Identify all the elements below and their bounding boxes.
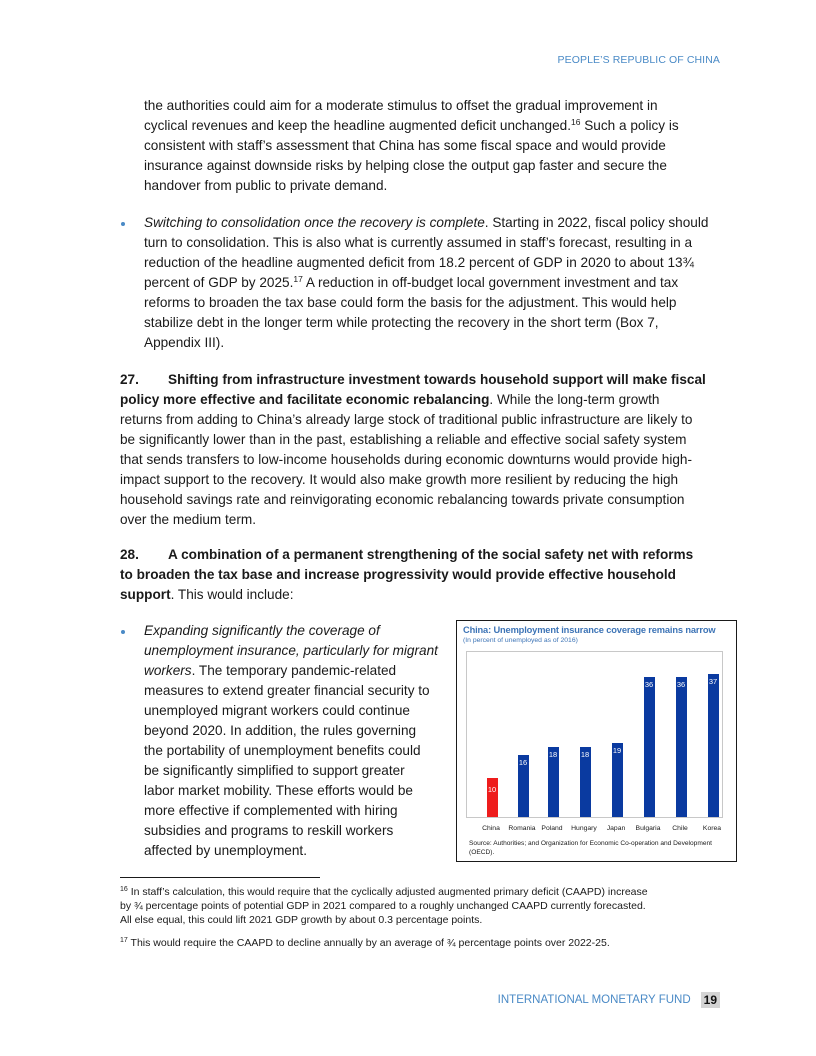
bar-value-label: 10	[487, 785, 497, 794]
text-line	[120, 390, 659, 410]
bar-poland	[548, 747, 559, 817]
text-line: measures to extend greater financial security to	[144, 683, 430, 698]
bar-value-label: 16	[518, 758, 528, 767]
bar-hungary	[580, 747, 591, 817]
bar-china	[487, 778, 498, 817]
footnote-marker: 16	[120, 886, 128, 893]
bar-value-label: 18	[580, 750, 590, 759]
x-tick-label: Japan	[606, 825, 626, 832]
footnote-marker: 17	[120, 937, 128, 944]
bar-value-label: 37	[708, 677, 718, 686]
bar-romania	[518, 755, 529, 817]
text-line: returns from adding to China’s already large stock of traditional public infrastructure are likely to	[120, 412, 693, 427]
italic-lead: workers	[144, 663, 192, 678]
text-line	[144, 273, 678, 293]
bullet-icon	[121, 222, 125, 226]
bar-value-label: 36	[676, 680, 686, 689]
paragraph-number: 27.	[120, 372, 139, 387]
text-line: unemployed migrant workers could continue	[144, 703, 410, 718]
bar-korea	[708, 674, 719, 817]
text-line: impact support to the recovery. It would also make growth more resilient by reducing the high	[120, 472, 679, 487]
running-header: PEOPLE’S REPUBLIC OF CHINA	[557, 54, 720, 66]
x-tick-label: Chile	[672, 825, 688, 832]
footnote-ref-16[interactable]: 16	[571, 117, 581, 127]
text-line: the portability of unemployment benefits could	[144, 743, 421, 758]
chart-source: Source: Authorities; and Organization for Economic Co-operation and Development (OECD).	[469, 840, 713, 856]
text-line: subsidies and programs to reskill workers	[144, 823, 394, 838]
text-span: cyclical revenues and keep the headline augmented deficit unchanged.	[144, 118, 571, 133]
text-span: A reduction in off-budget local government investment and tax	[302, 275, 679, 290]
footnote-divider	[120, 877, 320, 878]
text-line: household savings rate and reinvigorating economic rebalancing towards private consumption	[120, 492, 685, 507]
text-line: turn to consolidation. This is also what is currently assumed in staff’s forecast, resulting in a	[144, 235, 693, 250]
text-line: over the medium term.	[120, 512, 256, 527]
text-line: be significantly simplified to support greater	[144, 763, 405, 778]
text-line	[144, 116, 679, 136]
bar-value-label: 19	[612, 746, 622, 755]
text-line	[144, 213, 708, 233]
text-span: . This would include:	[170, 587, 294, 602]
footnote-16	[120, 885, 724, 927]
x-tick-label: Poland	[541, 825, 563, 832]
text-line: beyond 2020. In addition, the rules governing	[144, 723, 417, 738]
bar-chile	[676, 677, 687, 817]
x-tick-label: Hungary	[571, 825, 597, 832]
text-span: . The temporary pandemic-related	[191, 663, 397, 678]
text-line: be significantly lower than in the past, establishing a reliable and effective social safety system	[120, 432, 687, 447]
text-line: consistent with staff’s assessment that China has some fiscal space and would provide	[144, 138, 666, 153]
unemployment-coverage-chart	[456, 620, 737, 862]
footnote-text: All else equal, this could lift 2021 GDP growth by about 0.3 percentage points.	[120, 914, 483, 926]
x-tick-label: Romania	[508, 825, 536, 832]
chart-title: China: Unemployment insurance coverage remains narrow	[463, 625, 716, 635]
bold-lead: Shifting from infrastructure investment towards household support will make fiscal	[168, 372, 706, 387]
bullet-lead: Switching to consolidation once the recovery is complete	[144, 215, 485, 230]
bar-japan	[612, 743, 623, 817]
text-span: . Starting in 2022, fiscal policy should	[484, 215, 709, 230]
text-line: labor market mobility. These efforts would be	[144, 783, 413, 798]
footer-organization: INTERNATIONAL MONETARY FUND	[497, 994, 691, 1006]
text-line	[144, 661, 396, 681]
text-line: reduction of the headline augmented deficit from 18.2 percent of GDP in 2020 to about 13¾	[144, 255, 694, 270]
text-line: unemployment insurance, particularly for migrant	[144, 643, 438, 658]
chart-subtitle: (In percent of unemployed as of 2016)	[463, 637, 578, 644]
footnote-text: This would require the CAAPD to decline annually by an average of ¾ percentage points over 2022-25.	[127, 937, 610, 949]
text-span: . While the long-term growth	[489, 392, 660, 407]
bold-lead: policy more effective and facilitate economic rebalancing	[120, 392, 490, 407]
text-line: Appendix III).	[144, 335, 225, 350]
text-span: Such a policy is	[580, 118, 679, 133]
footnote-17	[120, 936, 724, 950]
text-line: more effective if complemented with hiring	[144, 803, 398, 818]
x-tick-label: Bulgaria	[635, 825, 661, 832]
text-line: reforms to broaden the tax base could form the basis for the adjustment. This would help	[144, 295, 677, 310]
footnote-text: In staff’s calculation, this would require that the cyclically adjusted augmented primary deficit (CAAPD) increase	[127, 886, 648, 898]
page-number: 19	[701, 992, 720, 1008]
paragraph-number: 28.	[120, 547, 139, 562]
x-tick-label: China	[482, 825, 500, 832]
text-line: that sends transfers to low-income households during economic downturns would provide high-	[120, 452, 693, 467]
text-line: handover from public to private demand.	[144, 178, 388, 193]
text-line: affected by unemployment.	[144, 843, 307, 858]
text-line: insurance against downside risks by helping close the output gap faster and secure the	[144, 158, 667, 173]
x-tick-label: Korea	[702, 825, 722, 832]
text-line: to broaden the tax base and increase progressivity would provide effective household	[120, 567, 676, 582]
text-line	[120, 585, 294, 605]
plot-area	[466, 651, 723, 818]
text-line: the authorities could aim for a moderate stimulus to offset the gradual improvement in	[144, 98, 658, 113]
bold-lead: A combination of a permanent strengthening of the social safety net with reforms	[168, 547, 694, 562]
bullet-icon	[121, 630, 125, 634]
footnote-text: by ¾ percentage points of potential GDP in 2021 compared to a roughly unchanged CAAPD currently forecasted.	[120, 900, 646, 912]
bar-value-label: 18	[548, 750, 558, 759]
text-span: percent of GDP by 2025.	[144, 275, 294, 290]
bar-bulgaria	[644, 677, 655, 817]
footnote-ref-17[interactable]: 17	[293, 274, 303, 284]
text-line: stabilize debt in the longer term while protecting the recovery in the short term (Box 7,	[144, 315, 659, 330]
text-line	[120, 545, 693, 565]
bar-value-label: 36	[644, 680, 654, 689]
text-line	[120, 370, 706, 390]
text-line: Expanding significantly the coverage of	[144, 623, 380, 638]
bold-lead: support	[120, 587, 171, 602]
page-footer	[498, 992, 720, 1008]
